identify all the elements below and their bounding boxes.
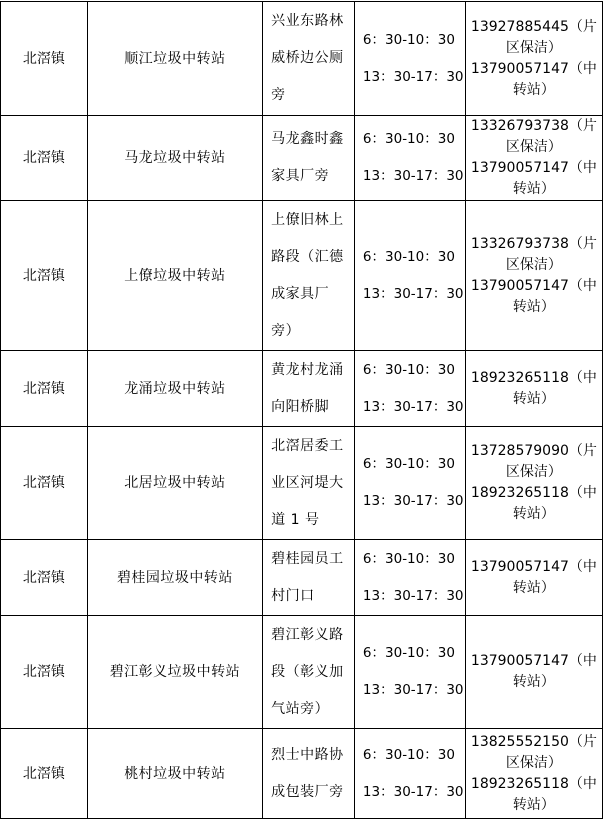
- town-cell: 北滘镇: [1, 540, 88, 616]
- afternoon-hours: 13：30-17：30: [362, 68, 464, 85]
- afternoon-hours: 13：30-17：30: [362, 493, 464, 509]
- station-name-cell: [87, 540, 262, 616]
- hours-cell: [354, 427, 465, 540]
- station-table: [0, 1, 603, 819]
- town-cell: 北滘镇: [1, 351, 88, 427]
- address-text: 兴业东路林威桥边公厕旁: [271, 13, 344, 103]
- address-cell: [263, 116, 355, 201]
- afternoon-hours: 13：30-17：30: [362, 587, 464, 604]
- town-cell: 北滘镇: [1, 616, 88, 729]
- address-cell: [263, 427, 355, 540]
- morning-hours: 6：30-10：30: [362, 645, 455, 661]
- address-text: 上僚旧林上路段（汇德成家具厂旁）: [271, 211, 344, 339]
- table-row: [1, 201, 603, 351]
- address-cell: [263, 2, 355, 116]
- hours-cell: [354, 540, 465, 616]
- contact-text: 13927885445（片区保洁）13790057147（中转站）: [470, 18, 597, 98]
- town-cell: 北滘镇: [1, 2, 88, 116]
- contact-text: 13790057147（中转站）: [470, 653, 597, 690]
- station-table-body: [1, 2, 603, 819]
- hours-cell: [354, 201, 465, 351]
- station-name-cell: [87, 427, 262, 540]
- contact-cell: [465, 2, 602, 116]
- contact-cell: [465, 116, 602, 201]
- town-cell: 北滘镇: [1, 116, 88, 201]
- address-text: 黄龙村龙涌向阳桥脚: [271, 361, 344, 415]
- afternoon-hours: 13：30-17：30: [362, 682, 464, 698]
- table-row: [1, 729, 603, 819]
- hours-cell: [354, 2, 465, 116]
- contact-cell: [465, 427, 602, 540]
- morning-hours: 6：30-10：30: [362, 248, 455, 265]
- table-row: [1, 427, 603, 540]
- address-text: 碧桂园员工村门口: [271, 550, 344, 604]
- address-cell: [263, 201, 355, 351]
- table-row: [1, 2, 603, 116]
- contact-text: 18923265118（中转站）: [470, 369, 597, 407]
- hours-cell: [354, 116, 465, 201]
- station-name-cell: [87, 729, 262, 819]
- morning-hours: 6：30-10：30: [362, 746, 455, 763]
- morning-hours: 6：30-10：30: [362, 131, 455, 147]
- station-name: 桃村垃圾中转站: [124, 765, 226, 782]
- table-row: [1, 616, 603, 729]
- station-name-cell: [87, 116, 262, 201]
- hours-cell: [354, 351, 465, 427]
- table-row: [1, 116, 603, 201]
- town-cell: 北滘镇: [1, 201, 88, 351]
- address-text: 碧江彰义路段（彰义加气站旁）: [271, 626, 344, 717]
- station-name: 碧桂园垃圾中转站: [116, 569, 233, 586]
- contact-text: 13326793738（片区保洁）13790057147（中转站）: [470, 118, 597, 197]
- town-cell: 北滘镇: [1, 427, 88, 540]
- address-cell: [263, 351, 355, 427]
- morning-hours: 6：30-10：30: [362, 31, 455, 48]
- contact-cell: [465, 616, 602, 729]
- contact-cell: [465, 351, 602, 427]
- station-name: 碧江彰义垃圾中转站: [109, 664, 241, 680]
- address-cell: [263, 729, 355, 819]
- contact-cell: [465, 540, 602, 616]
- afternoon-hours: 13：30-17：30: [362, 168, 464, 184]
- address-text: 烈士中路协成包装厂旁: [271, 746, 344, 800]
- morning-hours: 6：30-10：30: [362, 550, 455, 567]
- afternoon-hours: 13：30-17：30: [362, 783, 464, 800]
- table-row: [1, 351, 603, 427]
- contact-text: 13326793738（片区保洁）13790057147（中转站）: [470, 235, 597, 315]
- town-cell: 北滘镇: [1, 729, 88, 819]
- hours-cell: [354, 729, 465, 819]
- hours-cell: [354, 616, 465, 729]
- station-name-cell: [87, 351, 262, 427]
- station-name: 上僚垃圾中转站: [124, 267, 226, 284]
- morning-hours: 6：30-10：30: [362, 456, 455, 472]
- station-name: 龙涌垃圾中转站: [124, 380, 226, 397]
- afternoon-hours: 13：30-17：30: [362, 285, 464, 302]
- address-cell: [263, 540, 355, 616]
- table-row: [1, 540, 603, 616]
- contact-cell: [465, 729, 602, 819]
- station-name-cell: [87, 616, 262, 729]
- station-name: 顺江垃圾中转站: [124, 50, 226, 67]
- address-text: 马龙鑫时鑫家具厂旁: [271, 131, 344, 184]
- station-name-cell: [87, 201, 262, 351]
- address-cell: [263, 616, 355, 729]
- contact-text: 13728579090（片区保洁）18923265118（中转站）: [470, 443, 597, 522]
- station-name-cell: [87, 2, 262, 116]
- morning-hours: 6：30-10：30: [362, 361, 455, 378]
- contact-text: 13825552150（片区保洁）18923265118（中转站）: [470, 733, 597, 813]
- afternoon-hours: 13：30-17：30: [362, 398, 464, 415]
- station-name: 马龙垃圾中转站: [124, 150, 226, 166]
- address-text: 北滘居委工业区河堤大道 1 号: [271, 437, 344, 528]
- contact-cell: [465, 201, 602, 351]
- contact-text: 13790057147（中转站）: [470, 558, 597, 596]
- station-name: 北居垃圾中转站: [124, 475, 226, 491]
